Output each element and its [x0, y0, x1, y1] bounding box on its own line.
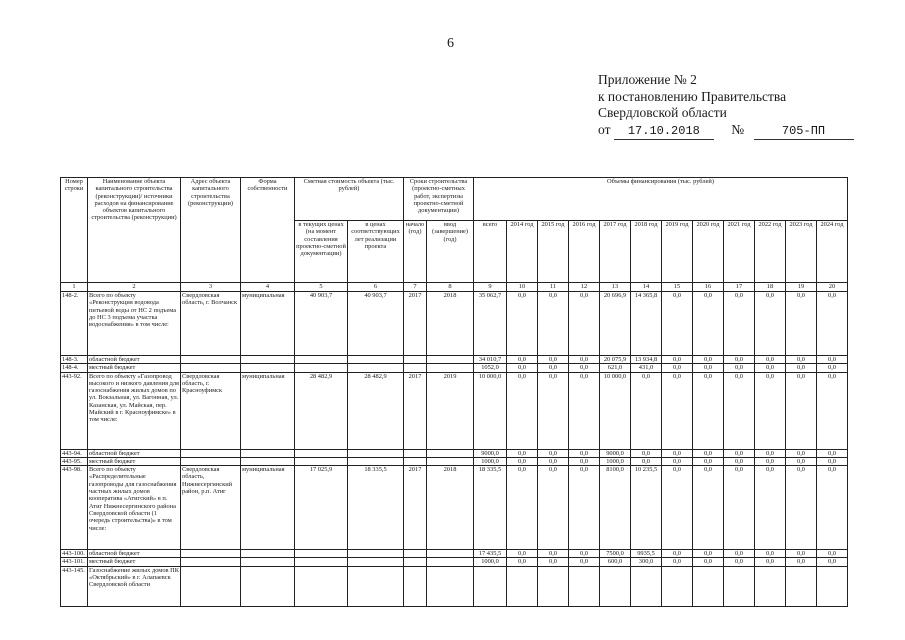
financing-year-value: 0,0: [538, 356, 569, 364]
col-object-name: Наименование объекта капитального строительства (реконструкции)/ источники расходов на финансирование объектов капитального строительства (реконструкции): [88, 178, 181, 283]
financing-year-value: 0,0: [724, 292, 755, 356]
financing-year-value: 0,0: [724, 372, 755, 449]
start-year: 2017: [404, 292, 427, 356]
table-row: [61, 550, 848, 558]
financing-year-value: [569, 566, 600, 606]
financing-year-value: 0,0: [662, 457, 693, 465]
financing-year-value: 0,0: [755, 550, 786, 558]
financing-year-value: 0,0: [569, 550, 600, 558]
col-end-year: ввод (завершение) (год): [427, 221, 474, 283]
col-year: 2019 год: [662, 221, 693, 283]
col-year: 2017 год: [600, 221, 631, 283]
financing-year-value: 20 696,9: [600, 292, 631, 356]
start-year: [404, 550, 427, 558]
financing-year-value: 9000,0: [600, 449, 631, 457]
date-prefix: от: [598, 121, 611, 137]
col-year: 2023 год: [786, 221, 817, 283]
financing-year-value: 9935,5: [631, 550, 662, 558]
financing-year-value: 0,0: [507, 449, 538, 457]
financing-year-value: 621,0: [600, 364, 631, 372]
financing-year-value: 0,0: [755, 449, 786, 457]
col-cost-current: в текущих ценах (на момент составления проектно-сметной документации): [295, 221, 348, 283]
object-name: областной бюджет: [88, 449, 181, 457]
object-name: Всего по объекту «Реконструкция водовода питьевой воды от НС 2 подъема до НС 3 подъема участка водоснабжения» в том числе:: [88, 292, 181, 356]
object-address: Свердловская область, г. Красноуфимск: [181, 372, 241, 449]
col-total: всего: [474, 221, 507, 283]
cost-current: 40 903,7: [295, 292, 348, 356]
financing-year-value: 0,0: [507, 558, 538, 566]
financing-year-value: 0,0: [786, 457, 817, 465]
col-index: 20: [817, 283, 848, 292]
financing-year-value: 0,0: [817, 292, 848, 356]
financing-year-value: 0,0: [817, 466, 848, 550]
object-address: [181, 449, 241, 457]
financing-year-value: 0,0: [693, 550, 724, 558]
start-year: [404, 558, 427, 566]
row-number: 148-2.: [61, 292, 88, 356]
object-address: [181, 558, 241, 566]
table-row: [61, 356, 848, 364]
object-address: [181, 457, 241, 465]
object-name: местный бюджет: [88, 558, 181, 566]
end-year: [427, 457, 474, 465]
col-row-number: Номер строки: [61, 178, 88, 283]
row-number: 443-145.: [61, 566, 88, 606]
financing-year-value: 0,0: [538, 457, 569, 465]
object-name: областной бюджет: [88, 550, 181, 558]
financing-year-value: 0,0: [786, 292, 817, 356]
col-index: 18: [755, 283, 786, 292]
ownership-form: муниципальная: [241, 372, 295, 449]
cost-forecast: 28 482,9: [348, 372, 404, 449]
object-address: [181, 566, 241, 606]
ownership-form: [241, 566, 295, 606]
financing-total: 18 335,5: [474, 466, 507, 550]
cost-current: [295, 356, 348, 364]
financing-year-value: 0,0: [662, 449, 693, 457]
financing-year-value: 0,0: [569, 449, 600, 457]
financing-year-value: 0,0: [786, 364, 817, 372]
table-row: [61, 457, 848, 465]
financing-year-value: 0,0: [755, 364, 786, 372]
financing-year-value: 0,0: [538, 364, 569, 372]
financing-year-value: 600,0: [600, 558, 631, 566]
col-index: 1: [61, 283, 88, 292]
financing-year-value: 0,0: [693, 356, 724, 364]
col-year: 2021 год: [724, 221, 755, 283]
cost-current: 28 482,9: [295, 372, 348, 449]
financing-year-value: 0,0: [538, 292, 569, 356]
table-row: [61, 566, 848, 606]
col-index: 19: [786, 283, 817, 292]
financing-year-value: 0,0: [817, 457, 848, 465]
financing-year-value: 0,0: [569, 372, 600, 449]
decree-date: 17.10.2018: [614, 123, 714, 141]
financing-year-value: 0,0: [755, 372, 786, 449]
financing-year-value: 0,0: [538, 550, 569, 558]
table-row: [61, 466, 848, 550]
financing-year-value: 0,0: [507, 550, 538, 558]
financing-year-value: [507, 566, 538, 606]
appendix-subtitle: к постановлению Правительства: [598, 88, 787, 104]
object-address: Свердловская область, г. Волчанск: [181, 292, 241, 356]
financing-year-value: 0,0: [786, 558, 817, 566]
cost-forecast: [348, 457, 404, 465]
financing-year-value: 0,0: [507, 292, 538, 356]
col-year: 2016 год: [569, 221, 600, 283]
financing-year-value: 0,0: [662, 292, 693, 356]
col-index: 14: [631, 283, 662, 292]
financing-year-value: 1000,0: [600, 457, 631, 465]
col-construction-terms: Сроки строительства (проектно-сметных работ, экспертизы проектно-сметной документации): [404, 178, 474, 221]
start-year: [404, 457, 427, 465]
financing-year-value: 0,0: [569, 356, 600, 364]
financing-year-value: 0,0: [786, 449, 817, 457]
col-index: 8: [427, 283, 474, 292]
ownership-form: [241, 364, 295, 372]
end-year: [427, 566, 474, 606]
cost-current: [295, 449, 348, 457]
financing-year-value: 0,0: [507, 466, 538, 550]
cost-forecast: [348, 550, 404, 558]
start-year: [404, 449, 427, 457]
financing-year-value: 0,0: [631, 457, 662, 465]
financing-year-value: 0,0: [569, 457, 600, 465]
financing-year-value: 0,0: [693, 466, 724, 550]
financing-year-value: 0,0: [507, 356, 538, 364]
financing-year-value: 8100,0: [600, 466, 631, 550]
ownership-form: [241, 457, 295, 465]
row-number: 148-4.: [61, 364, 88, 372]
end-year: 2018: [427, 292, 474, 356]
financing-year-value: [600, 566, 631, 606]
financing-year-value: 0,0: [817, 372, 848, 449]
financing-year-value: 0,0: [662, 356, 693, 364]
cost-current: [295, 566, 348, 606]
financing-year-value: 0,0: [569, 558, 600, 566]
object-name: Всего по объекту «Газопровод высокого и низкого давления для газоснабжения жилых домов по ул. Вокзальная, ул. Вагонная, ул. Казанская, ул. Майская, пер. Майский в г. Красноуфимске» в том числе:: [88, 372, 181, 449]
cost-current: [295, 457, 348, 465]
table-row: [61, 449, 848, 457]
col-year: 2014 год: [507, 221, 538, 283]
financing-year-value: [631, 566, 662, 606]
col-index: 4: [241, 283, 295, 292]
financing-year-value: 0,0: [538, 372, 569, 449]
cost-forecast: [348, 566, 404, 606]
col-year: 2022 год: [755, 221, 786, 283]
col-start-year: начало (год): [404, 221, 427, 283]
col-index: 6: [348, 283, 404, 292]
financing-year-value: 0,0: [817, 356, 848, 364]
col-index: 10: [507, 283, 538, 292]
financing-year-value: 0,0: [786, 356, 817, 364]
object-name: Всего по объекту «Распределительные газопроводы для газоснабжения частных жилых домов кооператива «Атигский» в п. Атиг Нижнесергинского района Свердловской области (1 очередь строительства)» в том числе:: [88, 466, 181, 550]
financing-year-value: 0,0: [755, 558, 786, 566]
financing-year-value: 0,0: [693, 364, 724, 372]
col-index: 5: [295, 283, 348, 292]
financing-year-value: 300,0: [631, 558, 662, 566]
col-year: 2018 год: [631, 221, 662, 283]
financing-year-value: 0,0: [662, 550, 693, 558]
financing-year-value: 0,0: [755, 356, 786, 364]
financing-year-value: 0,0: [693, 558, 724, 566]
col-index: 17: [724, 283, 755, 292]
cost-forecast: [348, 364, 404, 372]
col-index: 3: [181, 283, 241, 292]
end-year: [427, 449, 474, 457]
financing-year-value: 0,0: [538, 558, 569, 566]
row-number: 443-94.: [61, 449, 88, 457]
cost-forecast: [348, 356, 404, 364]
start-year: [404, 364, 427, 372]
financing-year-value: 0,0: [817, 558, 848, 566]
financing-total: [474, 566, 507, 606]
financing-year-value: 0,0: [724, 550, 755, 558]
end-year: [427, 356, 474, 364]
object-name: Газоснабжение жилых домов ПК «Октябрьский» в г. Алапаевск Свердловской области: [88, 566, 181, 606]
financing-total: 1000,0: [474, 558, 507, 566]
financing-year-value: 0,0: [724, 364, 755, 372]
financing-year-value: [662, 566, 693, 606]
financing-year-value: 0,0: [724, 466, 755, 550]
appendix-region: Свердловской области: [598, 105, 727, 120]
decree-line: [598, 122, 854, 141]
ownership-form: [241, 356, 295, 364]
object-name: местный бюджет: [88, 457, 181, 465]
financing-year-value: 0,0: [662, 364, 693, 372]
financing-year-value: 0,0: [755, 466, 786, 550]
row-number: 443-101.: [61, 558, 88, 566]
end-year: [427, 558, 474, 566]
financing-year-value: 0,0: [631, 372, 662, 449]
col-year: 2024 год: [817, 221, 848, 283]
col-address: Адрес объекта капитального строительства (реконструкции): [181, 178, 241, 283]
col-ownership: Форма собственности: [241, 178, 295, 283]
financing-year-value: 0,0: [786, 550, 817, 558]
object-name: областной бюджет: [88, 356, 181, 364]
col-index: 16: [693, 283, 724, 292]
financing-year-value: 0,0: [817, 364, 848, 372]
financing-year-value: 0,0: [693, 292, 724, 356]
financing-year-value: 0,0: [662, 466, 693, 550]
appendix-title: Приложение № 2: [598, 72, 697, 87]
financing-year-value: 7500,0: [600, 550, 631, 558]
table-row: [61, 364, 848, 372]
financing-year-value: 0,0: [786, 466, 817, 550]
financing-year-value: 0,0: [507, 364, 538, 372]
financing-total: 1052,0: [474, 364, 507, 372]
financing-year-value: 0,0: [693, 449, 724, 457]
financing-year-value: 0,0: [569, 364, 600, 372]
ownership-form: [241, 449, 295, 457]
row-number: 443-100.: [61, 550, 88, 558]
object-name: местный бюджет: [88, 364, 181, 372]
row-number: 148-3.: [61, 356, 88, 364]
financing-year-value: 0,0: [755, 457, 786, 465]
financing-year-value: 14 365,8: [631, 292, 662, 356]
financing-total: 34 010,7: [474, 356, 507, 364]
row-number: 443-95.: [61, 457, 88, 465]
col-financing-volumes: Объемы финансирования (тыс. рублей): [474, 178, 848, 221]
col-index: 7: [404, 283, 427, 292]
financing-year-value: 0,0: [693, 372, 724, 449]
financing-year-value: [693, 566, 724, 606]
financing-total: 35 062,7: [474, 292, 507, 356]
financing-year-value: 0,0: [693, 457, 724, 465]
cost-current: [295, 550, 348, 558]
table-row: [61, 558, 848, 566]
cost-forecast: 18 335,5: [348, 466, 404, 550]
financing-year-value: 10 000,0: [600, 372, 631, 449]
number-label: №: [731, 121, 745, 137]
end-year: [427, 550, 474, 558]
financing-year-value: 0,0: [569, 292, 600, 356]
financing-year-value: 0,0: [631, 449, 662, 457]
financing-year-value: 0,0: [724, 449, 755, 457]
start-year: 2017: [404, 372, 427, 449]
financing-year-value: 0,0: [724, 558, 755, 566]
financing-year-value: 0,0: [755, 292, 786, 356]
ownership-form: муниципальная: [241, 292, 295, 356]
financing-year-value: 0,0: [507, 372, 538, 449]
financing-year-value: 0,0: [724, 457, 755, 465]
financing-year-value: 20 075,9: [600, 356, 631, 364]
financing-year-value: 10 235,5: [631, 466, 662, 550]
appendix-header: [598, 72, 854, 140]
page-number: 6: [447, 36, 454, 51]
financing-year-value: 0,0: [662, 558, 693, 566]
financing-year-value: 0,0: [786, 372, 817, 449]
cost-forecast: [348, 449, 404, 457]
end-year: [427, 364, 474, 372]
start-year: 2017: [404, 466, 427, 550]
financing-total: 10 000,0: [474, 372, 507, 449]
cost-current: [295, 364, 348, 372]
col-cost-forecast: в ценах соответствующих лет реализации проекта: [348, 221, 404, 283]
object-address: [181, 356, 241, 364]
financing-year-value: 0,0: [538, 466, 569, 550]
object-address: [181, 550, 241, 558]
col-index: 11: [538, 283, 569, 292]
ownership-form: муниципальная: [241, 466, 295, 550]
ownership-form: [241, 550, 295, 558]
financing-total: 17 435,5: [474, 550, 507, 558]
col-estimated-cost: Сметная стоимость объекта (тыс. рублей): [295, 178, 404, 221]
cost-current: 17 025,9: [295, 466, 348, 550]
col-index: 9: [474, 283, 507, 292]
object-address: Свердловская область, Нижнесергинский район, р.п. Атиг: [181, 466, 241, 550]
cost-current: [295, 558, 348, 566]
financing-year-value: 0,0: [538, 449, 569, 457]
financing-year-value: 0,0: [662, 372, 693, 449]
row-number: 443-98.: [61, 466, 88, 550]
financing-total: 9000,0: [474, 449, 507, 457]
col-index: 15: [662, 283, 693, 292]
financing-total: 1000,0: [474, 457, 507, 465]
start-year: [404, 356, 427, 364]
table-row: [61, 292, 848, 356]
financing-year-value: [786, 566, 817, 606]
financing-year-value: [755, 566, 786, 606]
financing-year-value: 0,0: [569, 466, 600, 550]
col-index: 12: [569, 283, 600, 292]
col-year: 2015 год: [538, 221, 569, 283]
financing-table: [60, 177, 848, 607]
financing-year-value: [538, 566, 569, 606]
decree-number: 705-ПП: [754, 123, 854, 141]
table-row: [61, 372, 848, 449]
object-address: [181, 364, 241, 372]
end-year: 2019: [427, 372, 474, 449]
row-number: 443-92.: [61, 372, 88, 449]
ownership-form: [241, 558, 295, 566]
col-index: 13: [600, 283, 631, 292]
financing-year-value: 431,0: [631, 364, 662, 372]
financing-year-value: 0,0: [817, 550, 848, 558]
financing-year-value: 13 934,8: [631, 356, 662, 364]
financing-year-value: 0,0: [724, 356, 755, 364]
financing-year-value: 0,0: [507, 457, 538, 465]
cost-forecast: [348, 558, 404, 566]
end-year: 2018: [427, 466, 474, 550]
col-index: 2: [88, 283, 181, 292]
financing-year-value: [817, 566, 848, 606]
start-year: [404, 566, 427, 606]
col-year: 2020 год: [693, 221, 724, 283]
cost-forecast: 40 903,7: [348, 292, 404, 356]
financing-year-value: [724, 566, 755, 606]
financing-year-value: 0,0: [817, 449, 848, 457]
